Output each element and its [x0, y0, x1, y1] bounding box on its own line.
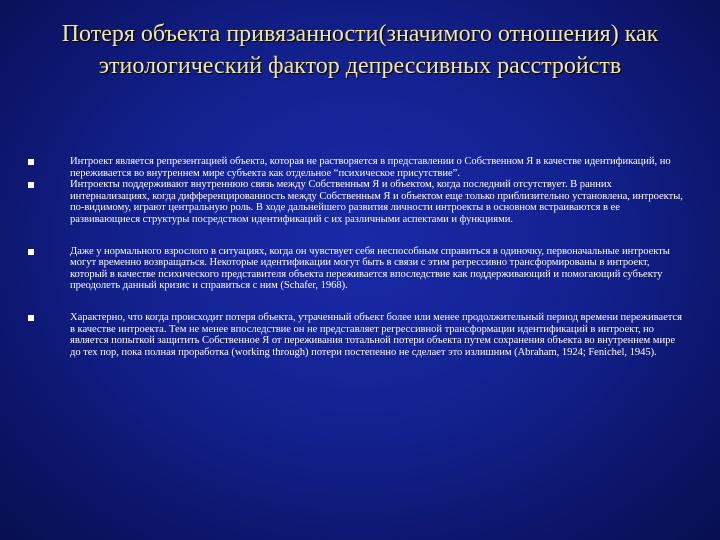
bullet-item — [28, 179, 688, 225]
square-bullet-icon — [28, 182, 34, 188]
bullet-text: Характерно, что когда происходит потеря объекта, утраченный объект более или менее продолжительный период времени переживается в качестве интроекта. Тем не менее впоследствие он не представляет регрессивной трансформации идентификаций в интроект, но является попыткой защитить Собственное Я от переживания тотальной потери объекта путем сохранения объекта во внутреннем мире до тех пор, пока полная проработка (working through) потери постепенно не сделает это излишним (Abraham, 1924; Fenichel, 1945). — [70, 311, 682, 358]
square-bullet-icon — [28, 315, 34, 321]
bullet-item — [28, 312, 688, 358]
bullet-item — [28, 246, 688, 292]
bullet-text: Интроекты поддерживают внутреннюю связь между Собственным Я и объектом, когда последний отсутствует. В ранних интернализациях, когда дифференцированность между Собственным Я и объектом еще только приблизительно установлена, интроекты, по-видимому, играют центральную роль. В ходе дальнейшего развития личности интроекты в основном встраиваются в ее развивающиеся структуры посредством идентификаций с их различными аспектами и функциями. — [70, 179, 683, 225]
bullet-text: Интроект является репрезентацией объекта, которая не растворяется в представлении о Собственном Я в качестве идентификаций, но переживается во внутреннем мире субъекта как отдельное “психическое присутствие”. — [70, 156, 671, 179]
square-bullet-icon — [28, 159, 34, 165]
square-bullet-icon — [28, 249, 34, 255]
bullet-item — [28, 156, 688, 179]
bullet-list — [28, 156, 688, 358]
slide-title: Потеря объекта привязанности(значимого отношения) как этиологический фактор депрессивных расстройств — [61, 21, 659, 79]
bullet-text: Даже у нормального взрослого в ситуациях, когда он чувствует себя неспособным справиться в одиночку, первоначальные интроекты могут временно возвращаться. Некоторые идентификации могут быть в связи с этим регрессивно трансформированы в интроект, который в качестве психического представителя объекта переживается впоследствие как поддерживающий и помогающий субъекту преодолеть данный кризис и справиться с ним (Schafer, 1968). — [70, 245, 670, 292]
